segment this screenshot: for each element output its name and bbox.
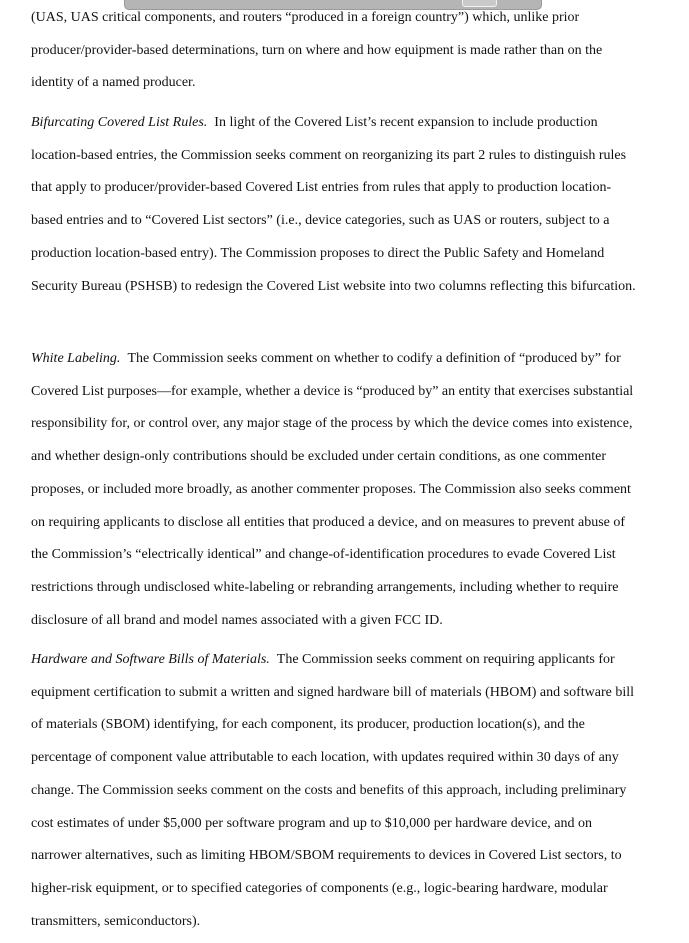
paragraph-text: The Commission seeks comment on whether to codify a definition of “produced by” for Covered List purposes—for example, whether a device is “produced by” an entity that exercises substantial responsibility for, or control over, any major stage of the process by which the device comes into existence, and whether design-only contributions should be excluded under certain conditions, as one commenter proposes, or included more broadly, as another commenter proposes. The Commission also seeks comment on requiring applicants to disclose all entities that produced a device, and on measures to prevent abuse of the Commission’s “electrically identical” and change-of-identification procedures to evade Covered List restrictions through undisclosed white-labeling or rebranding arrangements, including whether to require disclosure of all brand and model names associated with a given FCC ID. [31,351,634,628]
paragraph-bifurcating [31,107,643,303]
paragraph-text: In light of the Covered List’s recent expansion to include production location-based entries, the Commission seeks comment on reorganizing its part 2 rules to distinguish rules that apply to producer/provider-based Covered List entries from rules that apply to production location-based entries and to “Covered List sectors” (i.e., device categories, such as UAS or routers, subject to a production location-based entry). The Commission proposes to direct the Public Safety and Homeland Security Bureau (PSHSB) to redesign the Covered List website into two columns reflecting this bifurcation. [31,115,636,294]
paragraph-heading: Hardware and Software Bills of Materials. [31,652,270,667]
paragraph-heading: White Labeling. [31,351,121,366]
paragraph-continued: (UAS, UAS critical components, and routers “produced in a foreign country”) which, unlike prior producer/provider-based determinations, turn on where and how equipment is made rather than on the identity of a named producer. [31,10,603,91]
paragraph-heading: Bifurcating Covered List Rules. [31,115,208,130]
paragraph-text: The Commission seeks comment on requiring applicants for equipment certification to submit a written and signed hardware bill of materials (HBOM) and software bill of materials (SBOM) identifying, for each component, its producer, production location(s), and the percentage of component value attributable to each location, with updates required within 30 days of any change. The Commission seeks comment on the costs and benefits of this approach, including preliminary cost estimates of under $5,000 per software program and up to $10,000 per hardware device, and on narrower alternatives, such as limiting HBOM/SBOM requirements to devices in Covered List sectors, to higher-risk equipment, or to specified categories of components (e.g., logic-bearing hardware, modular transmitters, semiconductors). [31,652,634,929]
paragraph-bills-of-materials [31,644,643,938]
paragraph-white-labeling [31,343,643,637]
